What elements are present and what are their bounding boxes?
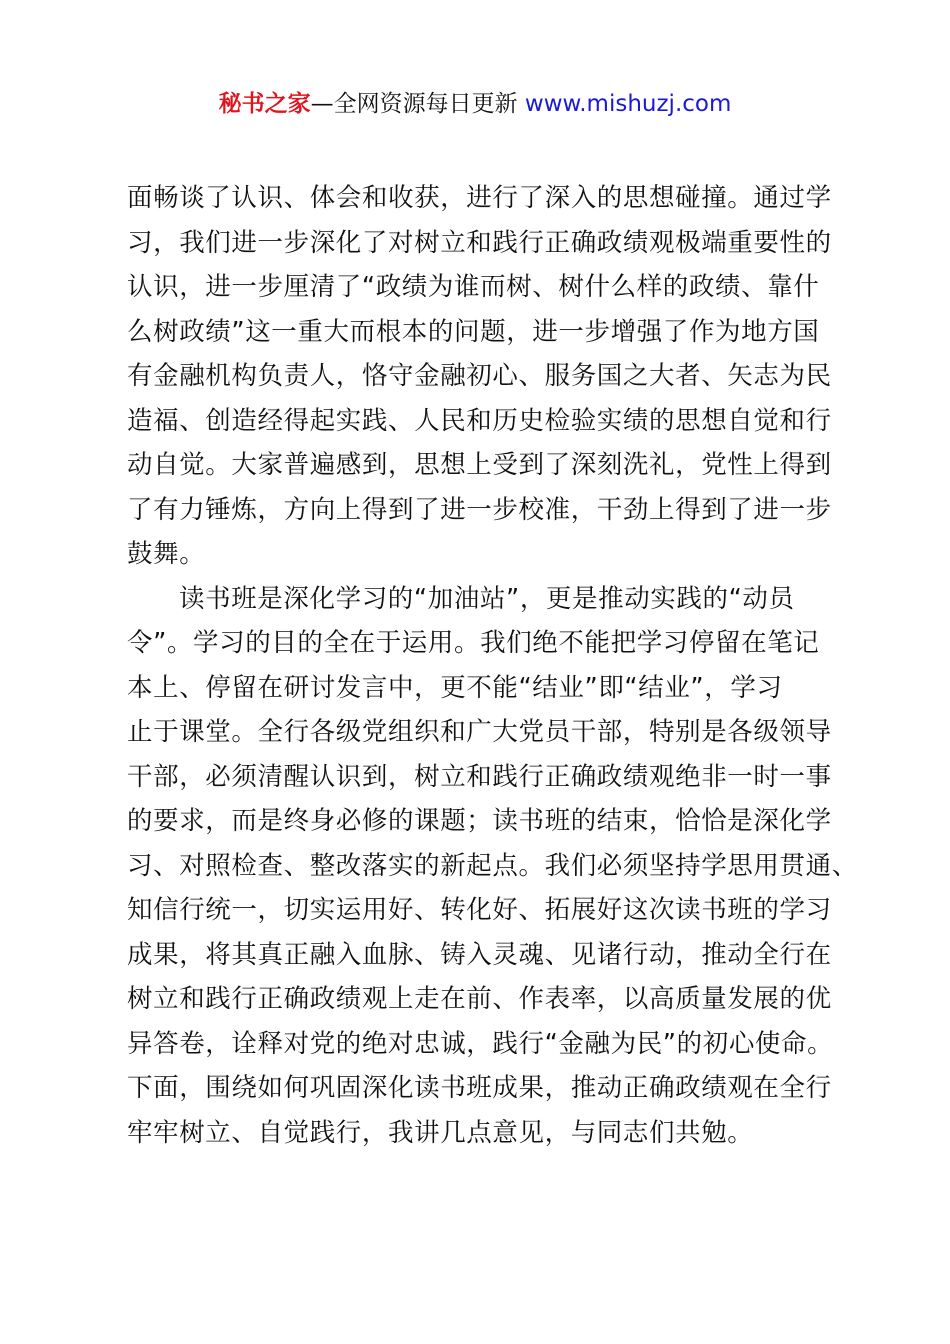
- text-line: 认识，进一步厘清了“政绩为谁而树、树什么样的政绩、靠什: [127, 272, 820, 302]
- site-url-link[interactable]: www.mishuzj.com: [524, 91, 732, 117]
- text-line: 止于课堂。全行各级党组织和广大党员干部，特别是各级领导: [127, 717, 832, 747]
- text-line: 干部，必须清醒认识到，树立和践行正确政绩观绝非一时一事: [127, 761, 832, 792]
- text-line: 造福、创造经得起实践、人民和历史检验实绩的思想自觉和行: [127, 405, 832, 436]
- text-line: 的要求，而是终身必修的课题；读书班的结束，恰恰是深化学: [127, 806, 832, 836]
- text-line: 了有力锤炼，方向上得到了进一步校准，干劲上得到了进一步: [127, 494, 832, 525]
- text-line: 鼓舞。: [127, 539, 206, 569]
- site-header: [0, 88, 950, 120]
- text-line: 知信行统一，切实运用好、转化好、拓展好这次读书班的学习: [127, 895, 832, 925]
- text-line: 习、对照检查、整改落实的新起点。我们必须坚持学思用贯通、: [127, 850, 858, 881]
- text-line: 下面，围绕如何巩固深化读书班成果，推动正确政绩观在全行: [127, 1073, 832, 1103]
- paragraph-2: [127, 577, 858, 1156]
- document-body: [127, 176, 858, 1155]
- text-line: 成果，将其真正融入血脉、铸入灵魂、见诸行动，推动全行在: [127, 939, 832, 970]
- text-line: 有金融机构负责人，恪守金融初心、服务国之大者、矢志为民: [127, 361, 832, 391]
- text-line: 树立和践行正确政绩观上走在前、作表率，以高质量发展的优: [127, 984, 832, 1014]
- text-line: 令”。学习的目的全在于运用。我们绝不能把学习停留在笔记: [127, 628, 820, 658]
- text-line: 动自觉。大家普遍感到，思想上受到了深刻洗礼，党性上得到: [127, 450, 832, 480]
- text-line: 习，我们进一步深化了对树立和践行正确政绩观极端重要性的: [127, 227, 832, 258]
- text-line-first: 读书班是深化学习的“加油站”，更是推动实践的“动员: [179, 583, 795, 614]
- text-line: 么树政绩”这一重大而根本的问题，进一步增强了作为地方国: [127, 316, 820, 347]
- site-brand: 秘书之家: [218, 91, 311, 117]
- text-line: 本上、停留在研讨发言中，更不能“结业”即“结业”，学习: [127, 672, 783, 703]
- paragraph-1: [127, 176, 847, 577]
- text-line: 面畅谈了认识、体会和收获，进行了深入的思想碰撞。通过学: [127, 183, 832, 213]
- text-line: 异答卷，诠释对党的绝对忠诚，践行“金融为民”的初心使命。: [127, 1028, 834, 1059]
- text-line: 牢牢树立、自觉践行，我讲几点意见，与同志们共勉。: [127, 1117, 754, 1148]
- site-tagline: —全网资源每日更新: [310, 91, 518, 117]
